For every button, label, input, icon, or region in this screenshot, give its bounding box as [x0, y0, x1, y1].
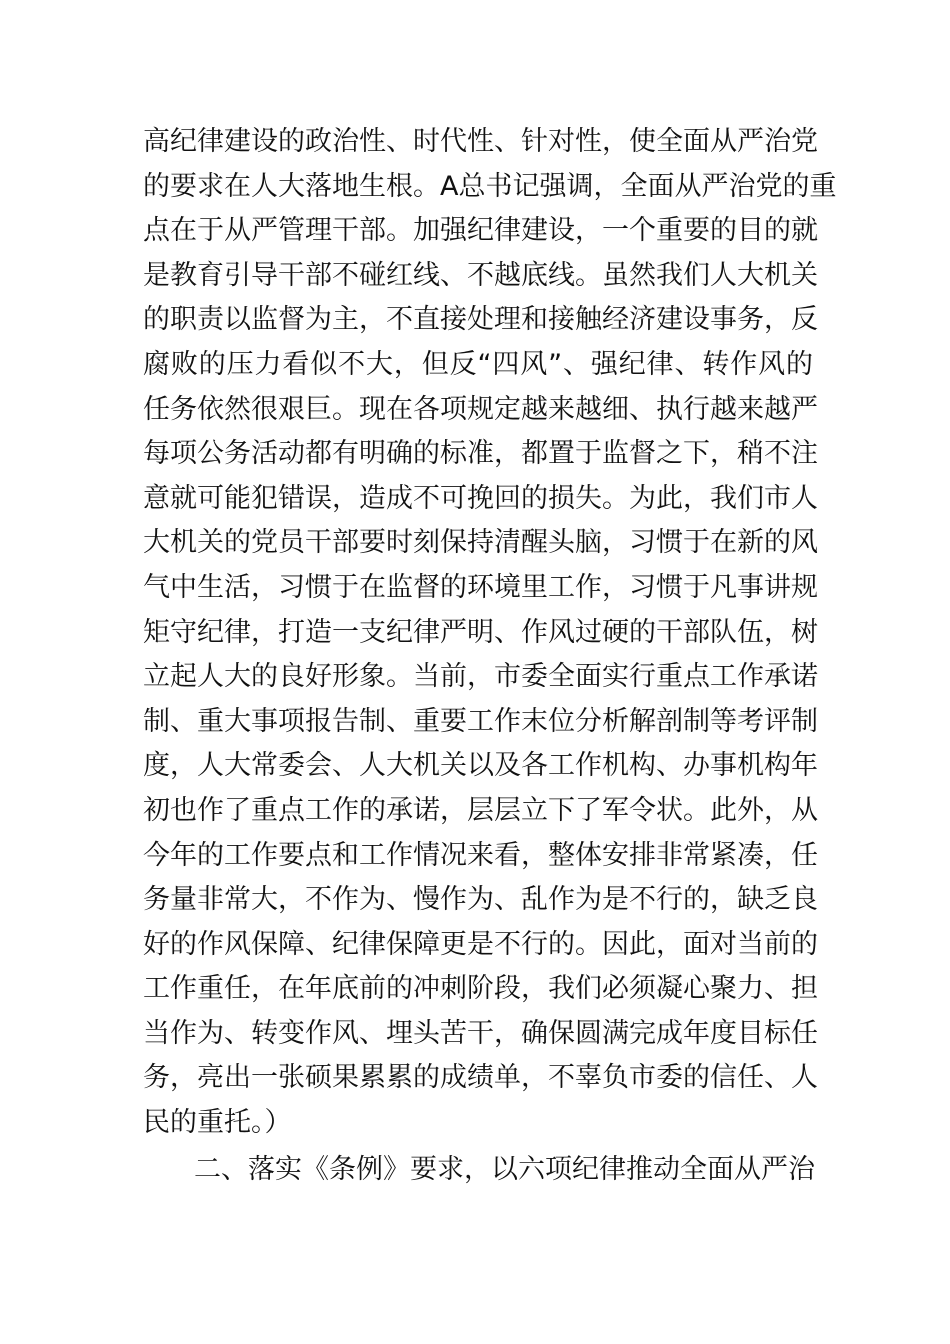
body-line: 点在于从严管理干部。加强纪律建设，一个重要的目的就 [143, 215, 818, 247]
body-line: 腐败的压力看似不大，但反“四风”、强纪律、转作风的 [143, 348, 813, 380]
body-line: 工作重任，在年底前的冲刺阶段，我们必须凝心聚力、担 [143, 973, 818, 1005]
body-line: 好的作风保障、纪律保障更是不行的。因此，面对当前的 [143, 928, 818, 960]
body-line: 初也作了重点工作的承诺，层层立下了军令状。此外，从 [143, 794, 818, 826]
body-line: 矩守纪律，打造一支纪律严明、作风过硬的干部队伍，树 [143, 616, 818, 648]
body-line: 的职责以监督为主，不直接处理和接触经济建设事务，反 [143, 304, 818, 336]
body-line: 务，亮出一张硕果累累的成绩单，不辜负市委的信任、人 [143, 1062, 818, 1094]
body-line: 度，人大常委会、人大机关以及各工作机构、办事机构年 [143, 750, 818, 782]
body-line: 立起人大的良好形象。当前，市委全面实行重点工作承诺 [143, 661, 818, 693]
body-line: 意就可能犯错误，造成不可挽回的损失。为此，我们市人 [143, 482, 818, 514]
body-line: 高纪律建设的政治性、时代性、针对性，使全面从严治党 [143, 126, 818, 157]
body-line: 每项公务活动都有明确的标准，都置于监督之下，稍不注 [143, 438, 818, 470]
body-line: 当作为、转变作风、埋头苦干，确保圆满完成年度目标任 [143, 1017, 818, 1049]
body-line: 今年的工作要点和工作情况来看，整体安排非常紧凑，任 [143, 839, 818, 871]
body-line: 务量非常大，不作为、慢作为、乱作为是不行的，缺乏良 [143, 884, 818, 916]
body-line: 大机关的党员干部要时刻保持清醒头脑，习惯于在新的风 [143, 527, 818, 559]
body-line: 是教育引导干部不碰红线、不越底线。虽然我们人大机关 [143, 259, 818, 291]
body-line: 任务依然很艰巨。现在各项规定越来越细、执行越来越严 [143, 393, 818, 425]
body-paragraph [143, 120, 837, 1146]
body-line: 气中生活，习惯于在监督的环境里工作，习惯于凡事讲规 [143, 571, 818, 603]
body-line: 制、重大事项报告制、重要工作末位分析解剖制等考评制 [143, 705, 818, 737]
body-line: 的要求在人大落地生根。A总书记强调，全面从严治党的重 [143, 170, 837, 202]
section-heading: 二、落实《条例》要求，以六项纪律推动全面从严治 [194, 1154, 815, 1185]
body-line: 民的重托。） [143, 1107, 292, 1139]
